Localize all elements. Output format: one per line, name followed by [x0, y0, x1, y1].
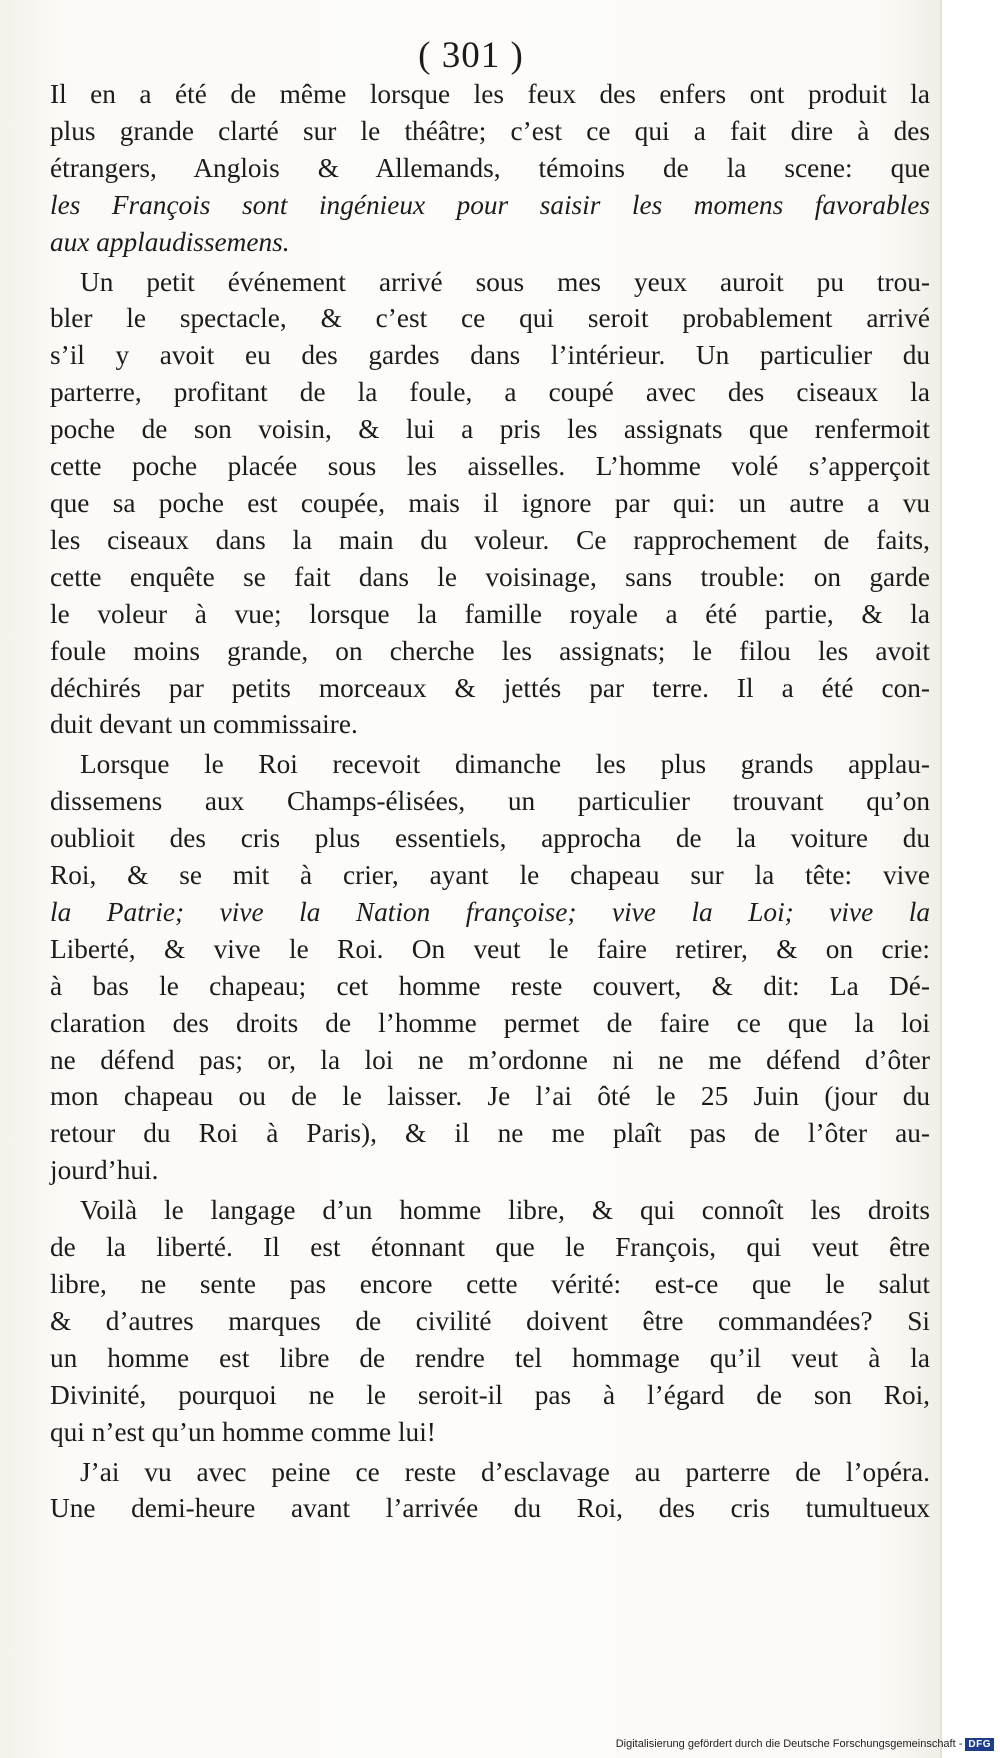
text-line: duit devant un commissaire.: [50, 709, 358, 740]
paragraph-2: [50, 264, 930, 744]
text-line: plus grande clarté sur le théâtre; c’est ce qui a fait dire à des: [50, 115, 930, 146]
text-line: les ciseaux dans la main du voleur. Ce rapprochement de faits,: [50, 524, 930, 555]
text-line: s’il y avoit eu des gardes dans l’intérieur. Un particulier du: [50, 340, 930, 371]
text-line: étrangers, Anglois & Allemands, témoins de la scene: que: [50, 152, 930, 183]
text-line: mon chapeau ou de le laisser. Je l’ai ôté le 25 Juin (jour du: [50, 1081, 930, 1112]
text-line: J’ai vu avec peine ce reste d’esclavage au parterre de l’opéra.: [80, 1456, 930, 1487]
text-line: Roi, & se mit à crier, ayant le chapeau sur la tête: vive: [50, 860, 930, 891]
text-line: jourd’hui.: [50, 1155, 159, 1186]
digitization-credit: [616, 1736, 994, 1752]
paragraph-5: [50, 1454, 930, 1528]
text-line: dissemens aux Champs-élisées, un particulier trouvant qu’on: [50, 786, 930, 817]
text-line: déchirés par petits morceaux & jettés par terre. Il a été con-: [50, 672, 930, 703]
page-number: ( 301 ): [418, 35, 524, 76]
text-line: retour du Roi à Paris), & il ne me plaît pas de l’ôter au-: [50, 1118, 930, 1149]
text-line: poche de son voisin, & lui a pris les assignats que renfermoit: [50, 414, 930, 445]
text-line: Une demi-heure avant l’arrivée du Roi, des cris tumultueux: [50, 1493, 930, 1524]
text-line: libre, ne sente pas encore cette vérité: est-ce que le salut: [50, 1269, 930, 1299]
text-line: les François sont ingénieux pour saisir les momens favorables: [50, 189, 930, 220]
text-line: Lorsque le Roi recevoit dimanche les plus grands applau-: [80, 749, 930, 780]
text-line: Un petit événement arrivé sous mes yeux auroit pu trou-: [80, 266, 930, 297]
credit-text: Digitalisierung gefördert durch die Deutsche Forschungsgemeinschaft -: [615, 1738, 963, 1750]
text-line: claration des droits de l’homme permet de faire ce que la loi: [50, 1007, 930, 1038]
text-line: cette enquête se fait dans le voisinage, sans trouble: on garde: [50, 561, 930, 592]
text-line: cette poche placée sous les aisselles. L’homme volé s’apperçoit: [50, 451, 930, 482]
text-line: le voleur à vue; lorsque la famille royale a été partie, & la: [50, 598, 930, 629]
text-line: oublioit des cris plus essentiels, approcha de la voiture du: [50, 823, 930, 854]
text-line: foule moins grande, on cherche les assignats; le filou les avoit: [50, 635, 930, 666]
text-line: qui n’est qu’un homme comme lui!: [50, 1416, 436, 1447]
text-line: ne défend pas; or, la loi ne m’ordonne ni ne me défend d’ôter: [50, 1044, 930, 1075]
paragraph-4: [50, 1192, 930, 1450]
text-line: que sa poche est coupée, mais il ignore par qui: un autre a vu: [50, 487, 930, 518]
text-line: & d’autres marques de civilité doivent être commandées? Si: [50, 1305, 930, 1336]
text-line: Divinité, pourquoi ne le seroit-il pas à l’égard de son Roi,: [50, 1379, 930, 1410]
paragraph-1: [50, 76, 930, 261]
text-line: un homme est libre de rendre tel hommage qu’il veut à la: [50, 1342, 930, 1373]
text-line: parterre, profitant de la foule, a coupé avec des ciseaux la: [50, 377, 930, 408]
text-line: la Patrie; vive la Nation françoise; vive la Loi; vive la: [50, 896, 930, 927]
text-line: Liberté, & vive le Roi. On veut le faire retirer, & on crie:: [50, 933, 930, 964]
paragraph-3: [50, 746, 930, 1189]
text-line: aux applaudissemens.: [50, 226, 290, 257]
dfg-logo: DFG: [965, 1738, 994, 1751]
text-line: Voilà le langage d’un homme libre, & qui connoît les droits: [80, 1195, 930, 1226]
text-line: Il en a été de même lorsque les feux des enfers ont produit la: [50, 79, 930, 109]
body-text: [50, 76, 930, 1530]
text-line: de la liberté. Il est étonnant que le François, qui veut être: [50, 1232, 930, 1263]
text-line: à bas le chapeau; cet homme reste couvert, & dit: La Dé-: [50, 970, 930, 1001]
text-line: bler le spectacle, & c’est ce qui seroit probablement arrivé: [50, 303, 930, 334]
